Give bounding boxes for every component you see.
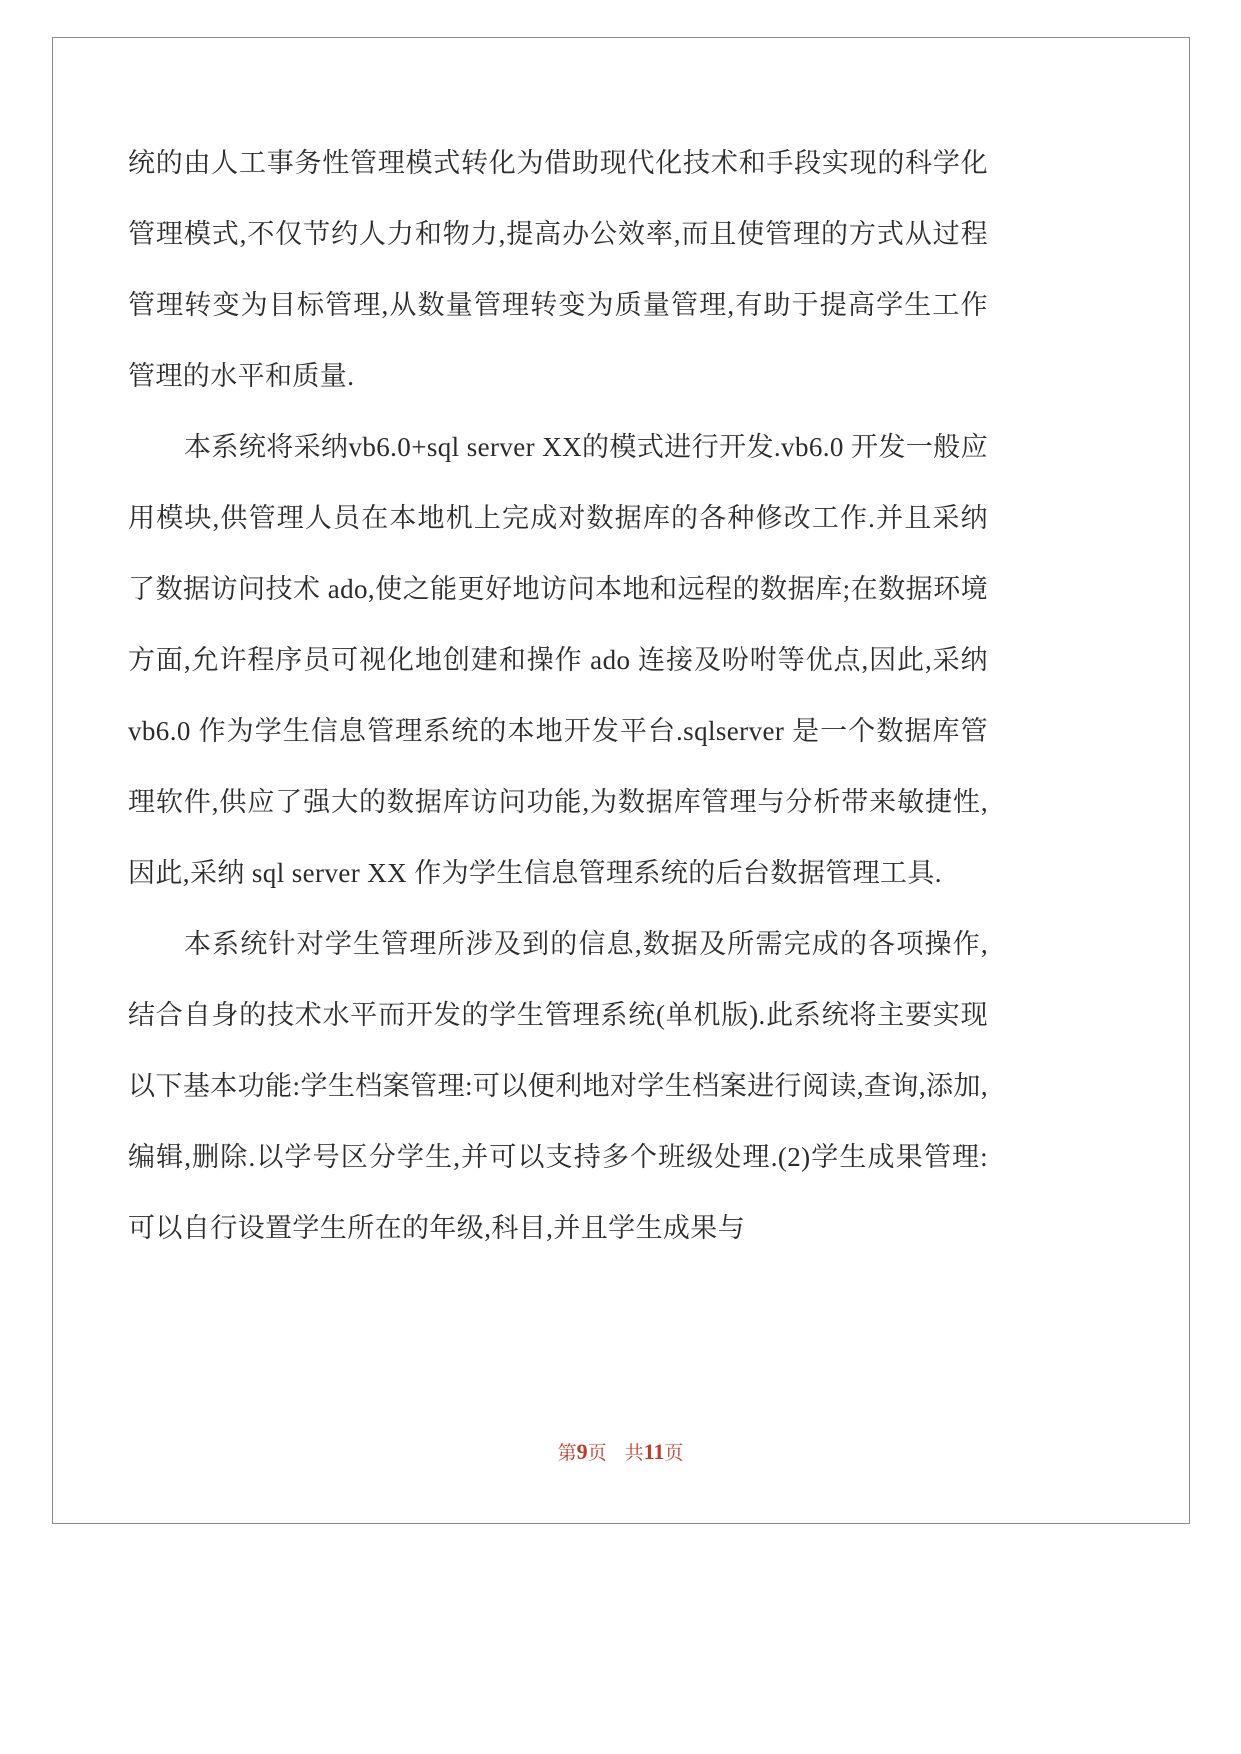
footer-page-prefix: 第 xyxy=(557,1443,577,1464)
paragraph-3: 本系统针对学生管理所涉及到的信息,数据及所需完成的各项操作,结合自身的技术水平而开发的学生管理系统(单机版).此系统将主要实现以下基本功能:学生档案管理:可以便利地对学生档案进行阅读,查询,添加,编辑,删除.以学号区分学生,并可以支持多个班级处理.(2)学生成果管理:可以自行设置学生所在的年级,科目,并且学生成果与 xyxy=(128,929,988,1243)
paragraph-1: 统的由人工事务性管理模式转化为借助现代化技术和手段实现的科学化管理模式,不仅节约人力和物力,提高办公效率,而且使管理的方式从过程管理转变为目标管理,从数量管理转变为质量管理,有助于提高学生工作管理的水平和质量. xyxy=(128,148,988,391)
footer-total-number: 11 xyxy=(643,1439,665,1464)
footer-total-prefix: 共 xyxy=(624,1443,644,1464)
page-footer xyxy=(0,1438,1241,1465)
page-content xyxy=(128,128,988,1264)
footer-page-number: 9 xyxy=(576,1439,588,1464)
footer-total-suffix: 页 xyxy=(664,1443,684,1464)
footer-page-suffix: 页 xyxy=(587,1443,607,1464)
paragraph-2: 本系统将采纳vb6.0+sql server XX的模式进行开发.vb6.0 开发一般应用模块,供管理人员在本地机上完成对数据库的各种修改工作.并且采纳了数据访问技术 ado,使之能更好地访问本地和远程的数据库;在数据环境方面,允许程序员可视化地创建和操作 ado 连接及吩咐等优点,因此,采纳 vb6.0 作为学生信息管理系统的本地开发平台.sqlserver 是一个数据库管理软件,供应了强大的数据库访问功能,为数据库管理与分析带来敏捷性,因此,采纳 sql server XX 作为学生信息管理系统的后台数据管理工具. xyxy=(128,432,988,888)
